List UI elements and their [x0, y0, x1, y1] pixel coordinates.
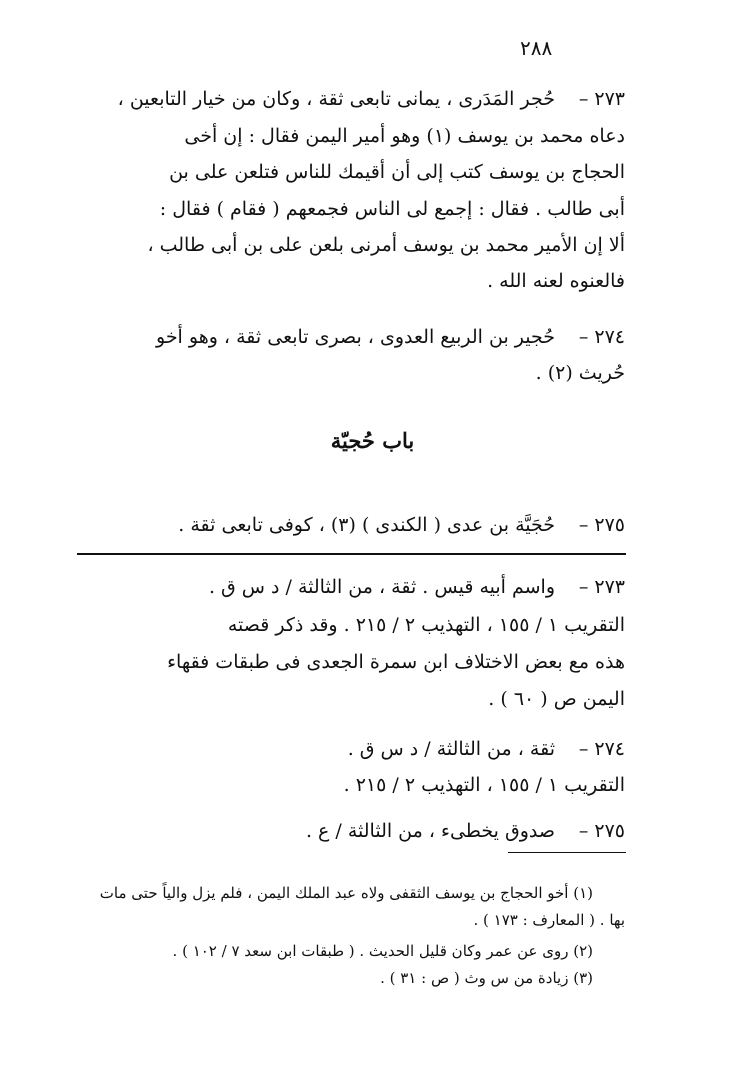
footnote-line: (٢) روى عن عمر وكان قليل الحديث . ( طبقات ابن سعد ٧ / ١٠٢ ) .	[172, 942, 593, 960]
footnote-line: (٣) زيادة من س وث ( ص : ٣١ ) .	[380, 969, 593, 987]
entry-number: ٢٧٤ –	[578, 326, 625, 348]
section-heading: باب حُجيّة	[330, 428, 415, 453]
entry-number: ٢٧٣ –	[578, 88, 625, 110]
entry-line: حُجر المَدَرى ، يمانى تابعى ثقة ، وكان من خيار التابعين ،	[117, 88, 555, 110]
entry-line: حُجير بن الربيع العدوى ، بصرى تابعى ثقة ، وهو أخو	[156, 326, 555, 348]
note-line: هذه مع بعض الاختلاف ابن سمرة الجعدى فى طبقات فقهاء	[167, 651, 625, 673]
footnote-line: بها . ( المعارف : ١٧٣ ) .	[473, 911, 625, 929]
note-line: التقريب ١ / ١٥٥ ، التهذيب ٢ / ٢١٥ .	[343, 774, 625, 796]
note-line: واسم أبيه قيس . ثقة ، من الثالثة / د س ق .	[208, 576, 555, 598]
separator-rule	[77, 553, 626, 555]
footnote-line: (١) أخو الحجاج بن يوسف الثقفى ولاه عبد الملك اليمن ، فلم يزل والياً حتى مات	[99, 884, 593, 902]
entry-line: فالعنوه لعنه الله .	[487, 270, 625, 292]
note-line: ثقة ، من الثالثة / د س ق .	[347, 738, 555, 760]
footnote-rule	[508, 852, 626, 853]
note-line: اليمن ص ( ٦٠ ) .	[488, 688, 625, 710]
note-number: ٢٧٤ –	[578, 738, 625, 760]
entry-line: حُجَيَّة بن عدى ( الكندى ) (٣) ، كوفى تابعى ثقة .	[178, 514, 555, 536]
entry-line: ألا إن الأمير محمد بن يوسف أمرنى بلعن على بن أبى طالب ،	[147, 234, 625, 256]
entry-line: الحجاج بن يوسف كتب إلى أن أقيمك للناس فتلعن على بن	[169, 161, 625, 183]
entry-number: ٢٧٥ –	[578, 514, 625, 536]
entry-line: دعاه محمد بن يوسف (١) وهو أمير اليمن فقال : إن أخى	[184, 125, 625, 147]
entry-line: أبى طالب . فقال : إجمع لى الناس فجمعهم ( فقام ) فقال :	[159, 198, 625, 220]
note-number: ٢٧٣ –	[578, 576, 625, 598]
note-line: التقريب ١ / ١٥٥ ، التهذيب ٢ / ٢١٥ . وقد ذكر قصته	[227, 614, 625, 636]
note-line: صدوق يخطىء ، من الثالثة / ع .	[305, 820, 555, 842]
page-number: ٢٨٨	[520, 36, 553, 60]
note-number: ٢٧٥ –	[578, 820, 625, 842]
entry-line: حُريث (٢) .	[535, 362, 625, 384]
